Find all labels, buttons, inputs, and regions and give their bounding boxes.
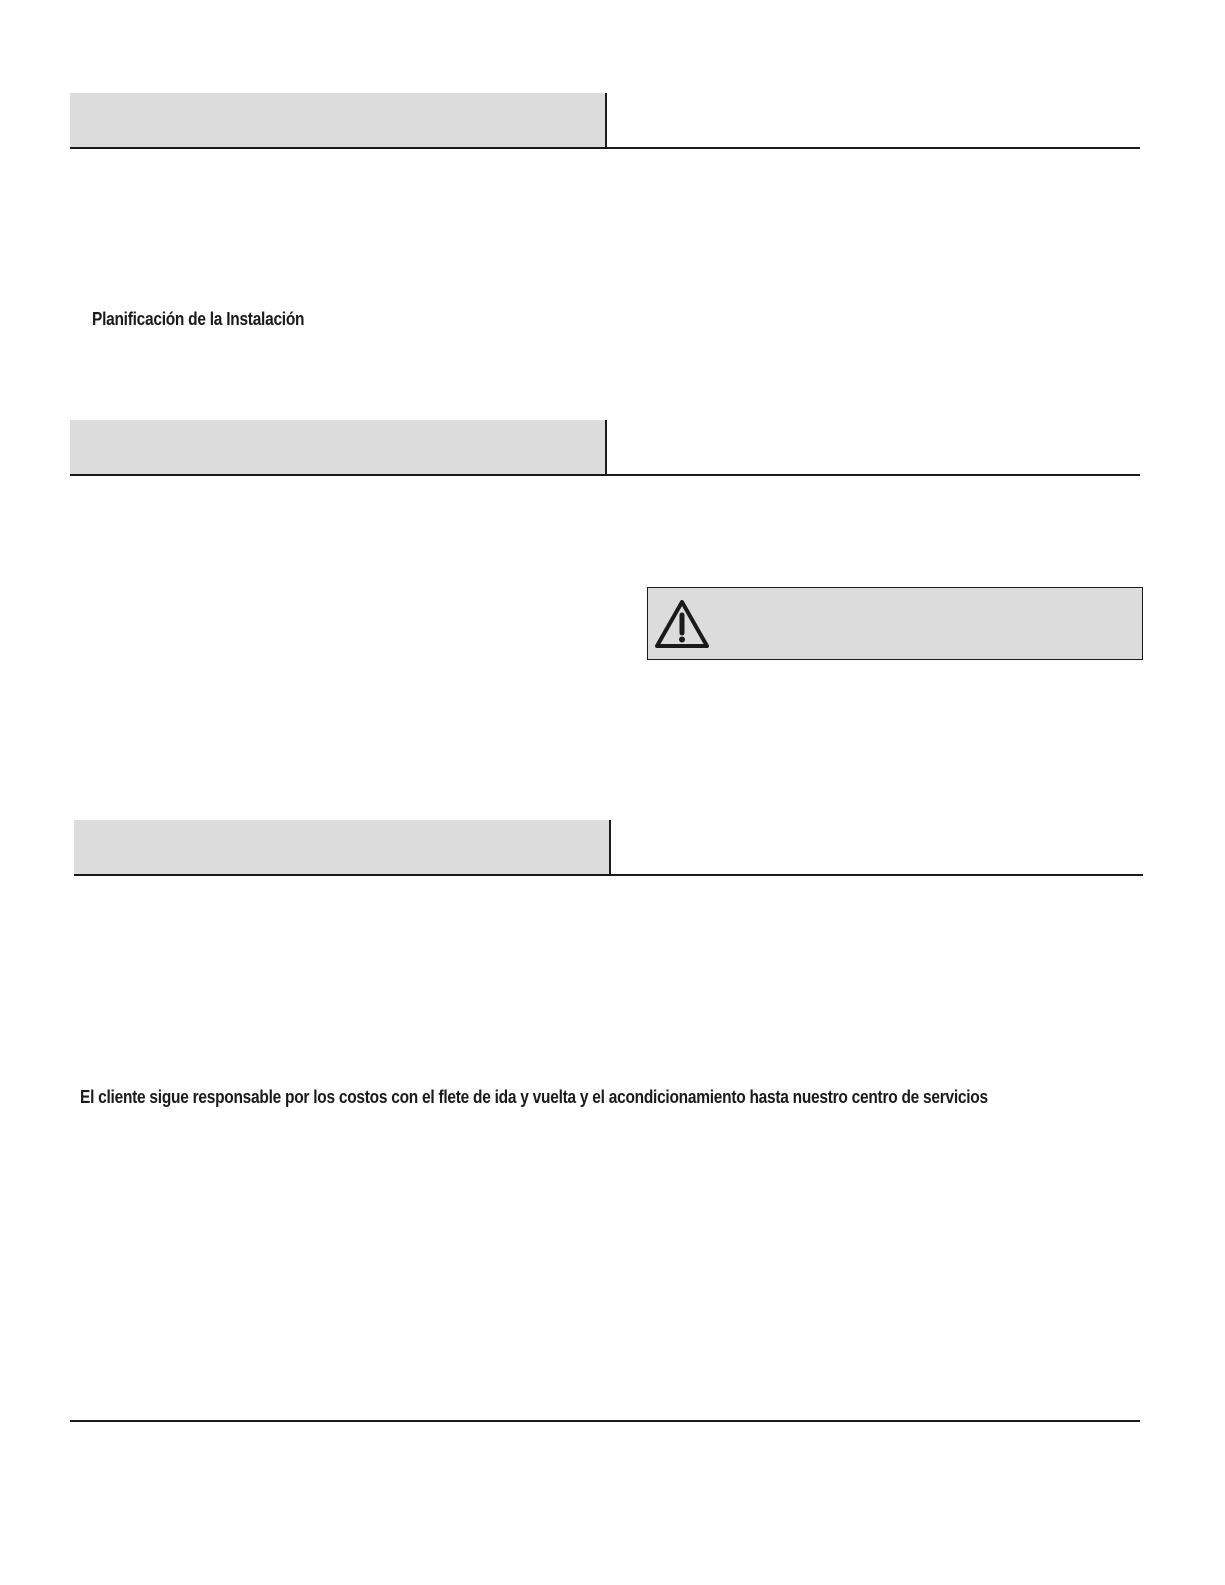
section-header-2 [70, 420, 1140, 476]
section-header-rule [70, 474, 1140, 476]
section-header-3 [74, 820, 1143, 876]
customer-responsibility-heading: El cliente sigue responsable por los costos con el flete de ida y vuelta y el acondicionamiento hasta nuestro centro de servicios [80, 1087, 988, 1107]
section-header-tab [70, 93, 607, 149]
section-header-rule [70, 147, 1140, 149]
warning-triangle-icon [654, 598, 710, 650]
warning-callout [647, 587, 1143, 660]
section-header-tab [74, 820, 611, 876]
installation-planning-heading: Planificación de la Instalación [92, 309, 305, 329]
footer-rule [70, 1420, 1140, 1422]
section-header-1 [70, 93, 1140, 149]
section-header-rule [74, 874, 1143, 876]
section-header-tab [70, 420, 607, 476]
